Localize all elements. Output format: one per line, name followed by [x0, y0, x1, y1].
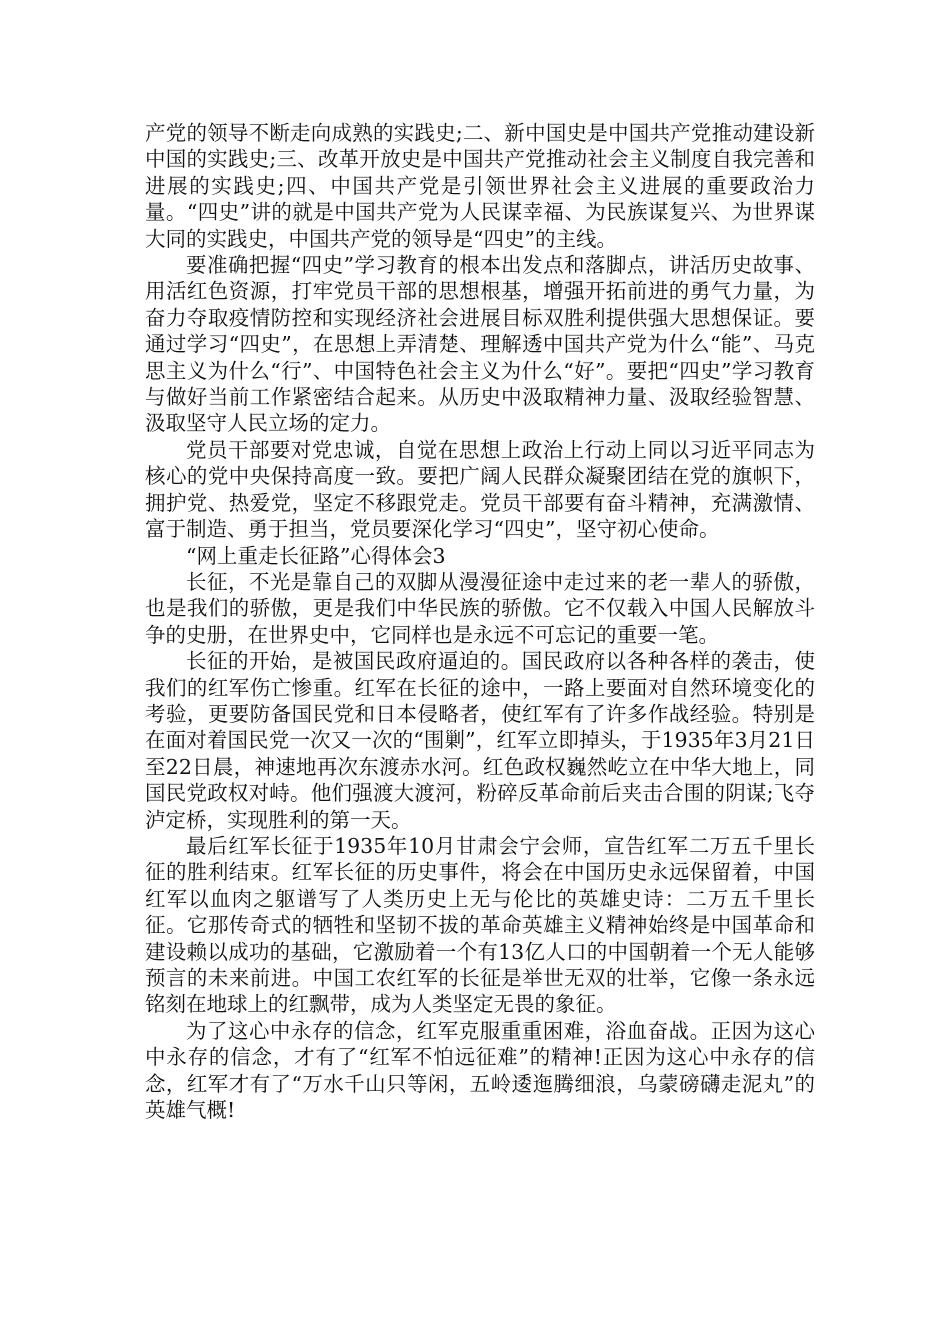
paragraph-continuation: 产党的领导不断走向成熟的实践史;二、新中国史是中国共产党推动建设新中国的实践史;三、改革开放史是中国共产党推动社会主义制度自我完善和进展的实践史;四、中国共产党是引领世界社会主义进展的重要政治力量。“四史”讲的就是中国共产党为人民谋幸福、为民族谋复兴、为世界谋大同的实践史，中国共产党的领导是“四史”的主线。: [145, 121, 815, 251]
paragraph-long-march-end: 最后红军长征于1935年10月甘肃会宁会师，宣告红军二万五千里长征的胜利结束。红军长征的历史事件，将会在中国历史永远保留着，中国红军以血肉之躯谱写了人类历史上无与伦比的英雄史诗：二万五千里长征。它那传奇式的牺牲和坚韧不拔的革命英雄主义精神始终是中国革命和建设赖以成功的基础，它激励着一个有13亿人口的中国朝着一个无人能够预言的未来前进。中国工农红军的长征是举世无双的壮举，它像一条永远铭刻在地球上的红飘带，成为人类坚定无畏的象征。: [145, 833, 815, 1017]
paragraph-long-march-start: 长征的开始，是被国民政府逼迫的。国民政府以各种各样的袭击，使我们的红军伤亡惨重。红军在长征的途中，一路上要面对自然环境变化的考验，更要防备国民党和日本侵略者，使红军有了许多作战经验。特别是在面对着国民党一次又一次的“围剿”，红军立即掉头，于1935年3月21日至22日晨，神速地再次东渡赤水河。红色政权巍然屹立在中华大地上，同国民党政权对峙。他们强渡大渡河，粉碎反革命前后夹击合围的阴谋;飞夺泸定桥，实现胜利的第一天。: [145, 649, 815, 832]
paragraph-long-march-pride: 长征，不光是靠自己的双脚从漫漫征途中走过来的老一辈人的骄傲，也是我们的骄傲，更是我们中华民族的骄傲。它不仅载入中国人民解放斗争的史册，在世界史中，它同样也是永远不可忘记的重要一笔。: [145, 569, 815, 647]
paragraph-four-histories-study: 要准确把握“四史”学习教育的根本出发点和落脚点，讲活历史故事、用活红色资源，打牢党员干部的思想根基，增强开拓前进的勇气力量，为奋力夺取疫情防控和实现经济社会进展目标双胜利提供强大思想保证。要通过学习“四史”，在思想上弄清楚、理解透中国共产党为什么“能”、马克思主义为什么“行”、中国特色社会主义为什么“好”。要把“四史”学习教育与做好当前工作紧密结合起来。从历史中汲取精神力量、汲取经验智慧、汲取坚守人民立场的定力。: [145, 253, 815, 436]
document-page: [145, 120, 815, 1123]
paragraph-belief: 为了这心中永存的信念，红军克服重重困难，浴血奋战。正因为这心中永存的信念，才有了“红军不怕远征难”的精神!正因为这心中永存的信念，红军才有了“万水千山只等闲，五岭逶迤腾细浪，乌蒙磅礴走泥丸”的英雄气概!: [145, 1018, 815, 1123]
section-heading: “网上重走长征路”心得体会3: [186, 543, 446, 568]
paragraph-party-loyalty: 党员干部要对党忠诚，自觉在思想上政治上行动上同以习近平同志为核心的党中央保持高度一致。要把广阔人民群众凝聚团结在党的旗帜下，拥护党、热爱党，坚定不移跟党走。党员干部要有奋斗精神，充满激情、富于制造、勇于担当，党员要深化学习“四史”，坚守初心使命。: [145, 437, 815, 542]
